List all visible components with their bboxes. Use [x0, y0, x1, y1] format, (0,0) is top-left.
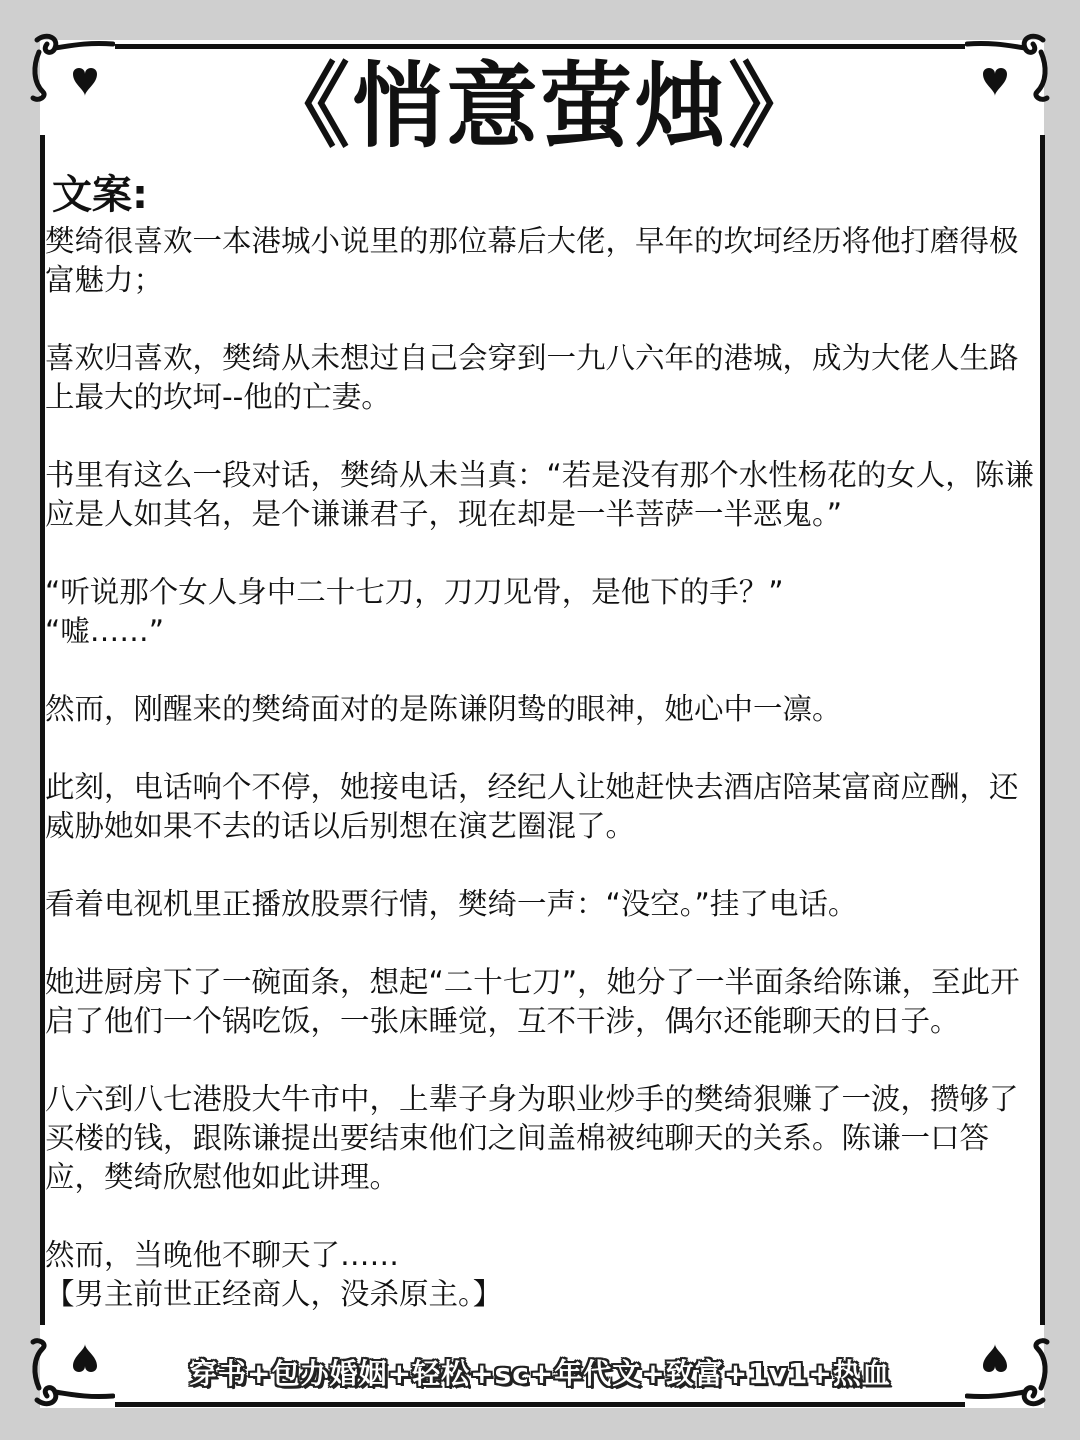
- paragraph: 【男主前世正经商人，没杀原主。】: [45, 1277, 503, 1311]
- paragraph: 喜欢归喜欢，樊绮从未想过自己会穿到一九八六年的港城，成为大佬人生路上最大的坎坷--他的亡妻。: [45, 341, 1019, 414]
- paragraph: “嘘……”: [45, 614, 165, 648]
- paragraph: “听说那个女人身中二十七刀，刀刀见骨，是他下的手？”: [45, 575, 784, 609]
- paragraph: 樊绮很喜欢一本港城小说里的那位幕后大佬，早年的坎坷经历将他打磨得极富魅力；: [45, 224, 1019, 297]
- frame-top-line: [115, 44, 965, 49]
- synopsis-body: [45, 222, 1040, 1314]
- synopsis-label: 文案:: [52, 172, 148, 218]
- paragraph: 八六到八七港股大牛市中，上辈子身为职业炒手的樊绮狠赚了一波，攒够了买楼的钱，跟陈谦提出要结束他们之间盖棉被纯聊天的关系。陈谦一口答应，樊绮欣慰他如此讲理。: [45, 1082, 1019, 1194]
- book-title: 《悄意萤烛》: [257, 53, 822, 160]
- frame-right-line: [1040, 135, 1045, 1325]
- paragraph: 然而，当晚他不聊天了……: [45, 1238, 400, 1272]
- paragraph: 此刻，电话响个不停，她接电话，经纪人让她赶快去酒店陪某富商应酬，还威胁她如果不去的话以后别想在演艺圈混了。: [45, 770, 1019, 843]
- paragraph: 她进厨房下了一碗面条，想起“二十七刀”，她分了一半面条给陈谦，至此开启了他们一个锅吃饭，一张床睡觉，互不干涉，偶尔还能聊天的日子。: [45, 965, 1020, 1038]
- genre-tags: 穿书+包办婚姻+轻松+sc+年代文+致富+1v1+热血: [189, 1357, 891, 1390]
- frame-bottom-line: [115, 1402, 965, 1407]
- paragraph: 书里有这么一段对话，樊绮从未当真：“若是没有那个水性杨花的女人，陈谦应是人如其名，是个谦谦君子，现在却是一半菩萨一半恶鬼。”: [45, 458, 1034, 531]
- paragraph: 然而，刚醒来的樊绮面对的是陈谦阴鸷的眼神，她心中一凛。: [45, 692, 842, 726]
- paragraph: 看着电视机里正播放股票行情，樊绮一声：“没空。”挂了电话。: [45, 887, 858, 921]
